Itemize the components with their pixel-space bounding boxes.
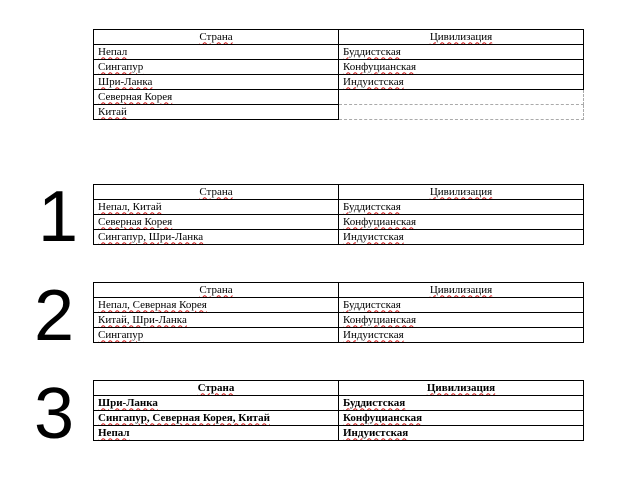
cell-civilization: Конфуцианская [339,215,584,230]
table-row [94,105,584,120]
cell-country: Китай [94,105,339,120]
cell-civilization: Буддистская [339,396,584,411]
cell-country: Китай, Шри-Ланка [94,313,339,328]
option-table-3 [93,380,584,441]
cell-civilization: Индуистская [339,75,584,90]
table-row [94,60,584,75]
table-row [94,215,584,230]
cell-civilization: Конфуцианская [339,411,584,426]
table-row [94,230,584,245]
header-country: Страна [94,381,339,396]
table-header-row [94,283,584,298]
table-row [94,90,584,105]
table-row [94,426,584,441]
table-header-row [94,30,584,45]
option-number-3: 3 [34,374,75,454]
table-row [94,200,584,215]
header-civilization: Цивилизация [339,185,584,200]
table-row [94,396,584,411]
cell-country: Сингапур, Северная Корея, Китай [94,411,339,426]
cell-civilization: Индуистская [339,230,584,245]
cell-country: Сингапур, Шри-Ланка [94,230,339,245]
cell-country: Северная Корея [94,215,339,230]
option-number-1: 1 [38,177,79,257]
header-country: Страна [94,30,339,45]
table-row [94,75,584,90]
table-row [94,45,584,60]
cell-country: Сингапур [94,60,339,75]
source-table [93,29,584,120]
table-row [94,411,584,426]
cell-civilization-empty [339,90,584,105]
cell-country: Сингапур [94,328,339,343]
header-country: Страна [94,283,339,298]
cell-civilization: Конфуцианская [339,313,584,328]
header-civilization: Цивилизация [339,283,584,298]
option-table-2 [93,282,584,343]
option-number-2: 2 [34,276,75,356]
table-header-row [94,381,584,396]
table-header-row [94,185,584,200]
cell-country: Непал, Северная Корея [94,298,339,313]
header-country: Страна [94,185,339,200]
cell-country: Шри-Ланка [94,396,339,411]
cell-country: Шри-Ланка [94,75,339,90]
cell-civilization-empty [339,105,584,120]
cell-civilization: Буддистская [339,200,584,215]
cell-civilization: Конфуцианская [339,60,584,75]
cell-civilization: Индуистская [339,328,584,343]
cell-country: Непал, Китай [94,200,339,215]
cell-country: Северная Корея [94,90,339,105]
cell-civilization: Буддистская [339,45,584,60]
table-row [94,328,584,343]
header-civilization: Цивилизация [339,30,584,45]
header-civilization: Цивилизация [339,381,584,396]
option-table-1 [93,184,584,245]
table-row [94,298,584,313]
cell-civilization: Индуистская [339,426,584,441]
cell-country: Непал [94,45,339,60]
cell-country: Непал [94,426,339,441]
table-row [94,313,584,328]
cell-civilization: Буддистская [339,298,584,313]
